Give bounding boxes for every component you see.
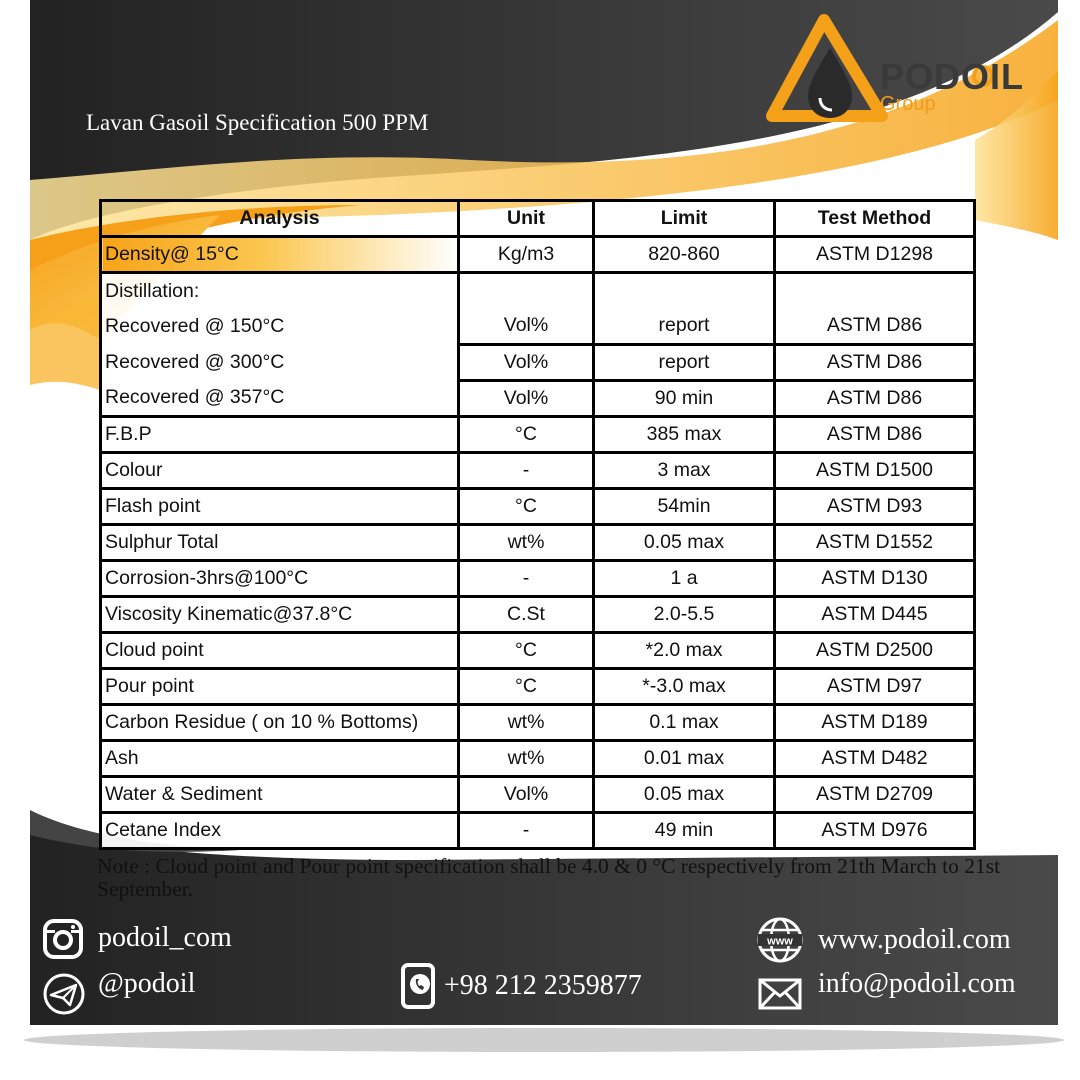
table-row (101, 741, 975, 777)
phone-number[interactable]: +98 212 2359877 (444, 970, 642, 1001)
table-cell: Cloud point (101, 633, 459, 669)
table-cell: 0.05 max (594, 777, 775, 813)
table-cell: ASTM D86 (775, 309, 975, 345)
column-header: Limit (594, 201, 775, 237)
table-cell: report (594, 345, 775, 381)
table-cell: 0.05 max (594, 525, 775, 561)
instagram-icon[interactable] (42, 918, 84, 960)
table-row (101, 633, 975, 669)
globe-icon[interactable] (756, 916, 804, 964)
table-cell: Cetane Index (101, 813, 459, 849)
website-link[interactable]: www.podoil.com (818, 924, 1011, 955)
table-cell: ASTM D97 (775, 669, 975, 705)
email-link[interactable]: info@podoil.com (818, 968, 1016, 999)
table-cell: report (594, 309, 775, 345)
table-cell: ASTM D86 (775, 417, 975, 453)
table-cell: 2.0-5.5 (594, 597, 775, 633)
table-cell: ASTM D93 (775, 489, 975, 525)
table-cell: Vol% (459, 381, 594, 417)
telegram-handle[interactable]: @podoil (98, 968, 196, 999)
table-cell: 0.1 max (594, 705, 775, 741)
table-row (101, 489, 975, 525)
table-row (101, 273, 975, 309)
table-cell (459, 273, 594, 309)
table-cell: ASTM D1500 (775, 453, 975, 489)
table-cell: Distillation: (101, 273, 459, 309)
table-cell: °C (459, 669, 594, 705)
table-cell: 3 max (594, 453, 775, 489)
table-header-row (101, 201, 975, 237)
table-cell: wt% (459, 741, 594, 777)
table-cell: *2.0 max (594, 633, 775, 669)
table-cell: C.St (459, 597, 594, 633)
table-cell: Pour point (101, 669, 459, 705)
table-cell: ASTM D1298 (775, 237, 975, 273)
table-row (101, 417, 975, 453)
svg-text:www: www (767, 935, 793, 948)
table-cell: - (459, 813, 594, 849)
table-cell: *-3.0 max (594, 669, 775, 705)
table-cell: ASTM D86 (775, 381, 975, 417)
table-cell: Recovered @ 150°C (101, 309, 459, 345)
table-cell: 1 a (594, 561, 775, 597)
table-row (101, 813, 975, 849)
table-cell (594, 273, 775, 309)
table-cell: Kg/m3 (459, 237, 594, 273)
table-cell: wt% (459, 705, 594, 741)
logo-subtitle: Group (880, 93, 936, 115)
logo-wordmark: PODOIL (880, 56, 1025, 97)
table-cell: ASTM D130 (775, 561, 975, 597)
table-cell: 385 max (594, 417, 775, 453)
table-row (101, 381, 975, 417)
column-header: Unit (459, 201, 594, 237)
table-cell: Carbon Residue ( on 10 % Bottoms) (101, 705, 459, 741)
table-cell: 54min (594, 489, 775, 525)
table-cell (775, 273, 975, 309)
table-cell: 820-860 (594, 237, 775, 273)
table-row (101, 309, 975, 345)
table-cell: °C (459, 489, 594, 525)
table-cell: F.B.P (101, 417, 459, 453)
table-cell: °C (459, 417, 594, 453)
table-row (101, 705, 975, 741)
table-row (101, 597, 975, 633)
telegram-icon[interactable] (42, 972, 86, 1016)
table-cell: 49 min (594, 813, 775, 849)
mail-icon[interactable] (758, 978, 802, 1010)
table-cell: ASTM D445 (775, 597, 975, 633)
table-cell: Viscosity Kinematic@37.8°C (101, 597, 459, 633)
table-cell: ASTM D976 (775, 813, 975, 849)
table-cell: wt% (459, 525, 594, 561)
instagram-handle[interactable]: podoil_com (98, 922, 232, 953)
column-header: Test Method (775, 201, 975, 237)
footnote: Note : Cloud point and Pour point specification shall be 4.0 & 0 °C respectively from 21th March to 21st September. (97, 854, 1001, 901)
column-header: Analysis (101, 201, 459, 237)
table-cell: ASTM D189 (775, 705, 975, 741)
table-cell: Vol% (459, 777, 594, 813)
table-cell: Ash (101, 741, 459, 777)
table-cell: ASTM D1552 (775, 525, 975, 561)
table-cell: ASTM D482 (775, 741, 975, 777)
table-row (101, 561, 975, 597)
table-cell: Vol% (459, 345, 594, 381)
table-cell: °C (459, 633, 594, 669)
table-row (101, 237, 975, 273)
table-row (101, 669, 975, 705)
table-cell: Recovered @ 300°C (101, 345, 459, 381)
table-cell: - (459, 453, 594, 489)
table-cell: ASTM D86 (775, 345, 975, 381)
table-row (101, 453, 975, 489)
specification-table (99, 199, 976, 850)
table-cell: 90 min (594, 381, 775, 417)
table-cell: Colour (101, 453, 459, 489)
table-cell: 0.01 max (594, 741, 775, 777)
phone-icon[interactable] (400, 962, 436, 1010)
table-cell: ASTM D2500 (775, 633, 975, 669)
table-cell: Density@ 15°C (101, 237, 459, 273)
document-title: Lavan Gasoil Specification 500 PPM (86, 110, 429, 135)
table-cell: ASTM D2709 (775, 777, 975, 813)
table-row (101, 525, 975, 561)
table-cell: Vol% (459, 309, 594, 345)
table-cell: Water & Sediment (101, 777, 459, 813)
table-row (101, 345, 975, 381)
table-cell: - (459, 561, 594, 597)
table-row (101, 777, 975, 813)
table-cell: Sulphur Total (101, 525, 459, 561)
table-cell: Flash point (101, 489, 459, 525)
table-cell: Recovered @ 357°C (101, 381, 459, 417)
table-cell: Corrosion-3hrs@100°C (101, 561, 459, 597)
